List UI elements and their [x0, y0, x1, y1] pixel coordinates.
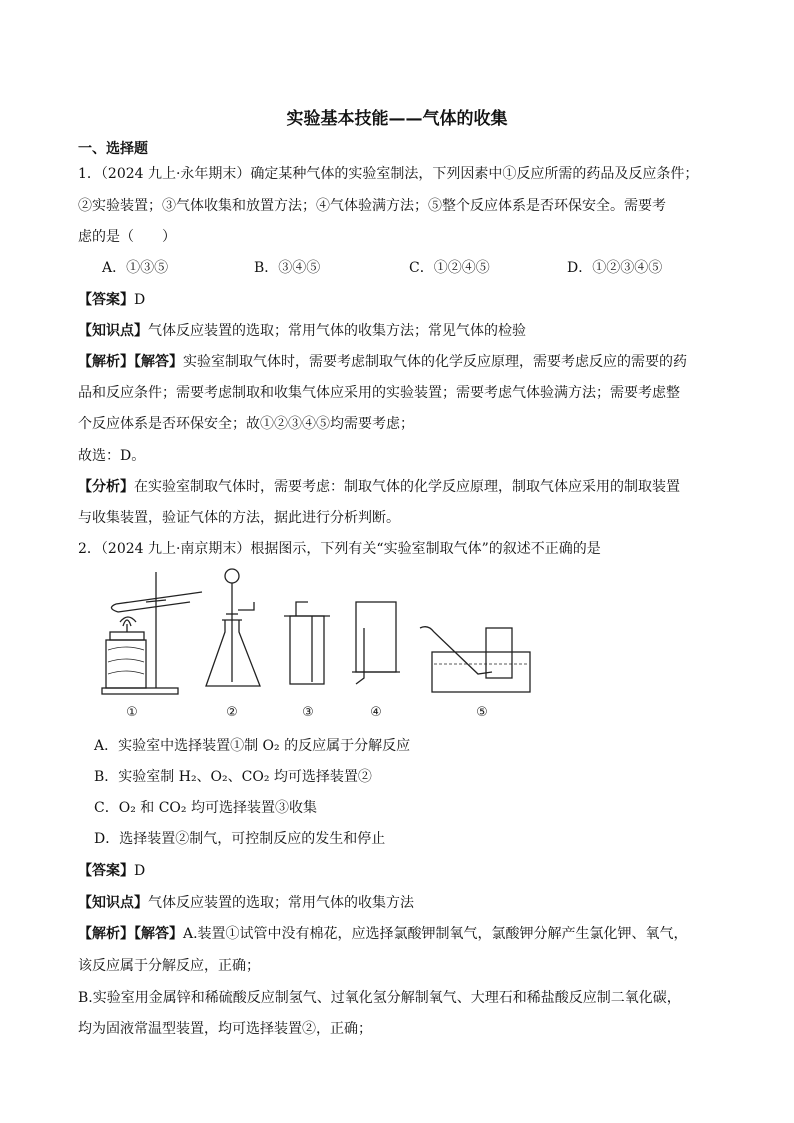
label-5: ⑤ — [476, 705, 488, 720]
analysis-text: A.装置①试管中没有棉花，应选择氯酸钾制氧气，氯酸钾分解产生氯化钾、氧气， — [183, 926, 688, 942]
q2-option-d: D．选择装置②制气，可控制反应的发生和停止 — [94, 831, 386, 847]
summary-text: 在实验室制取气体时，需要考虑：制取气体的化学反应原理，制取气体应采用的制取装置 — [134, 479, 680, 495]
apparatus-3-gas-collecting-bottle — [284, 602, 330, 684]
q2-option-c: C．O₂ 和 CO₂ 均可选择装置③收集 — [94, 800, 317, 816]
q2-answer — [78, 861, 145, 881]
knowledge-text: 气体反应装置的选取；常用气体的收集方法；常见气体的检验 — [148, 323, 526, 339]
apparatus-5-water-displacement — [420, 627, 530, 692]
q2-analysis-line4: 均为固液常温型装置，均可选择装置②，正确； — [78, 1021, 372, 1037]
q1-summary-line1 — [78, 477, 680, 497]
q1-option-b: B．③④⑤ — [254, 260, 321, 276]
q2-analysis-line2: 该反应属于分解反应，正确； — [78, 958, 260, 974]
answer-value: D — [134, 292, 146, 308]
analysis-label: 【解析】【解答】 — [78, 926, 183, 942]
q1-stem-line1: 1．（2024 九上·永年期末）确定某种气体的实验室制法，下列因素中①反应所需的药品及反应条件； — [78, 166, 699, 182]
answer-value: D — [134, 863, 146, 879]
q1-stem-line3: 虑的是（ ） — [78, 229, 176, 245]
apparatus-2-conical-flask — [206, 569, 260, 686]
q1-option-c: C．①②④⑤ — [409, 260, 490, 276]
analysis-text: 实验室制取气体时，需要考虑制取气体的化学反应原理，需要考虑反应的需要的药 — [183, 354, 687, 370]
apparatus-1-heating-setup — [102, 572, 202, 694]
page-title: 实验基本技能——气体的收集 — [286, 109, 508, 129]
answer-label: 【答案】 — [78, 292, 134, 308]
q1-stem-line2: ②实验装置；③气体收集和放置方法；④气体验满方法；⑤整个反应体系是否环保安全。需要考 — [78, 198, 666, 214]
summary-label: 【分析】 — [78, 479, 134, 495]
q2-option-b: B．实验室制 H₂、O₂、CO₂ 均可选择装置② — [94, 769, 372, 785]
q1-analysis-line3: 个反应体系是否环保安全；故①②③④⑤均需要考虑； — [78, 416, 414, 432]
knowledge-label: 【知识点】 — [78, 895, 148, 911]
q2-analysis-line3: B.实验室用金属锌和稀硫酸反应制氢气、过氧化氢分解制氧气、大理石和稀盐酸反应制二氧化碳， — [78, 990, 681, 1006]
knowledge-text: 气体反应装置的选取；常用气体的收集方法 — [148, 895, 414, 911]
q1-analysis-line2: 品和反应条件；需要考虑制取和收集气体应采用的实验装置；需要考虑气体验满方法；需要考虑整 — [78, 385, 680, 401]
q2-stem: 2．（2024 九上·南京期末）根据图示，下列有关“实验室制取气体”的叙述不正确的是 — [78, 541, 601, 557]
label-1: ① — [126, 705, 138, 720]
q1-analysis-line1 — [78, 352, 687, 372]
q1-summary-line2: 与收集装置，验证气体的方法，据此进行分析判断。 — [78, 510, 400, 526]
apparatus-4-downward-collection — [352, 602, 400, 684]
q1-options — [102, 258, 662, 278]
label-3: ③ — [302, 705, 314, 720]
q1-answer — [78, 290, 145, 310]
apparatus-figure — [98, 566, 538, 726]
knowledge-label: 【知识点】 — [78, 323, 148, 339]
q1-option-d: D．①②③④⑤ — [567, 260, 663, 276]
q2-knowledge-point — [78, 893, 414, 913]
label-4: ④ — [370, 705, 382, 720]
q2-option-a: A．实验室中选择装置①制 O₂ 的反应属于分解反应 — [94, 738, 411, 754]
q2-analysis-line1 — [78, 924, 688, 944]
section-heading: 一、选择题 — [78, 141, 148, 157]
q1-option-a: A．①③⑤ — [102, 260, 169, 276]
answer-label: 【答案】 — [78, 863, 134, 879]
label-2: ② — [226, 705, 238, 720]
q1-knowledge-point — [78, 321, 526, 341]
analysis-label: 【解析】【解答】 — [78, 354, 183, 370]
q1-choose: 故选：D。 — [78, 448, 146, 464]
